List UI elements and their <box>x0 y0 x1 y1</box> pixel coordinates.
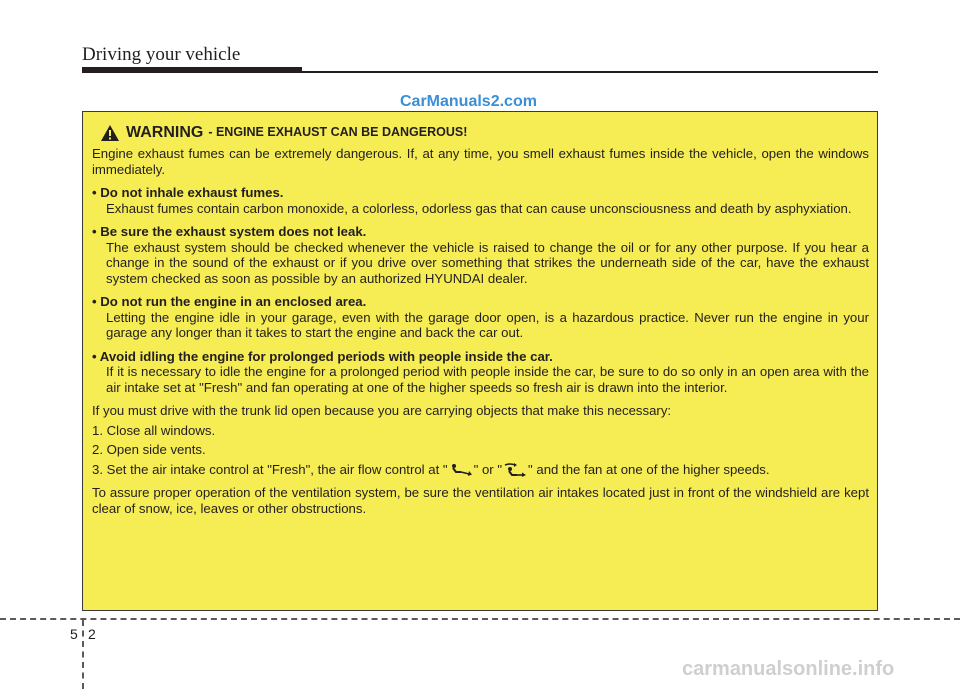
floor-defrost-airflow-icon <box>504 463 526 477</box>
page-number: 2 <box>88 626 96 642</box>
footer-dashed-rule <box>0 618 960 620</box>
step-item: 2. Open side vents. <box>92 442 206 457</box>
trunk-intro: If you must drive with the trunk lid open because you are carrying objects that make this necessary: <box>92 403 672 418</box>
warning-label: WARNING <box>126 124 204 142</box>
bullet-body: The exhaust system should be checked whenever the vehicle is raised to change the oil or for any other purpose. If you hear a change in the sound of the exhaust or if you drive over something that strikes the underneath side of the car, have the exhaust system checked as soon as possible by an authorized HYUNDAI dealer. <box>106 239 869 286</box>
warning-heading <box>100 124 869 142</box>
step3-text-c: " and the fan at one of the higher speeds. <box>528 461 770 477</box>
closing-paragraph: To assure proper operation of the ventilation system, be sure the ventilation air intakes located just in front of the windshield are kept clear of snow, ice, leaves or other obstructions. <box>92 485 869 516</box>
step3-text-a: 3. Set the air intake control at "Fresh", the air flow control at " <box>92 461 448 477</box>
bullet-heading: • Be sure the exhaust system does not leak. <box>92 224 367 239</box>
bullet-body: Letting the engine idle in your garage, even with the garage door open, is a hazardous practice. Never run the engine in your garage any longer than it takes to start the engine and back the car out. <box>106 309 869 340</box>
warning-triangle-icon <box>100 124 120 142</box>
bullet-heading: • Avoid idling the engine for prolonged periods with people inside the car. <box>92 348 553 364</box>
bullet-body: Exhaust fumes contain carbon monoxide, a colorless, odorless gas that can cause unconsciousness and death by asphyxiation. <box>106 200 852 216</box>
header-rule-thick <box>82 67 302 73</box>
warning-subtitle: - ENGINE EXHAUST CAN BE DANGEROUS! <box>208 125 468 140</box>
step-item: 1. Close all windows. <box>92 422 216 438</box>
chapter-number: 5 <box>70 626 78 642</box>
step3-text-b: " or " <box>473 461 503 477</box>
header-rule-thin <box>302 71 878 73</box>
bullet-heading: • Do not run the engine in an enclosed area. <box>92 294 367 309</box>
page-header-title: Driving your vehicle <box>82 44 241 65</box>
footer-dashed-divider <box>82 620 84 689</box>
watermark-top: CarManuals2.com <box>400 93 537 110</box>
floor-airflow-icon <box>450 463 472 477</box>
bullet-body: If it is necessary to idle the engine for a prolonged period with people inside the car, be sure to do so only in an open area with the air intake set at "Fresh" and fan operating at one of the higher speeds so fresh air is drawn into the interior. <box>106 364 869 395</box>
step-item <box>92 462 869 478</box>
warning-box <box>82 111 878 611</box>
watermark-bottom: carmanualsonline.info <box>682 658 895 680</box>
bullet-heading: • Do not inhale exhaust fumes. <box>92 185 284 200</box>
warning-intro: Engine exhaust fumes can be extremely dangerous. If, at any time, you smell exhaust fumes inside the vehicle, open the windows immediately. <box>92 146 869 177</box>
